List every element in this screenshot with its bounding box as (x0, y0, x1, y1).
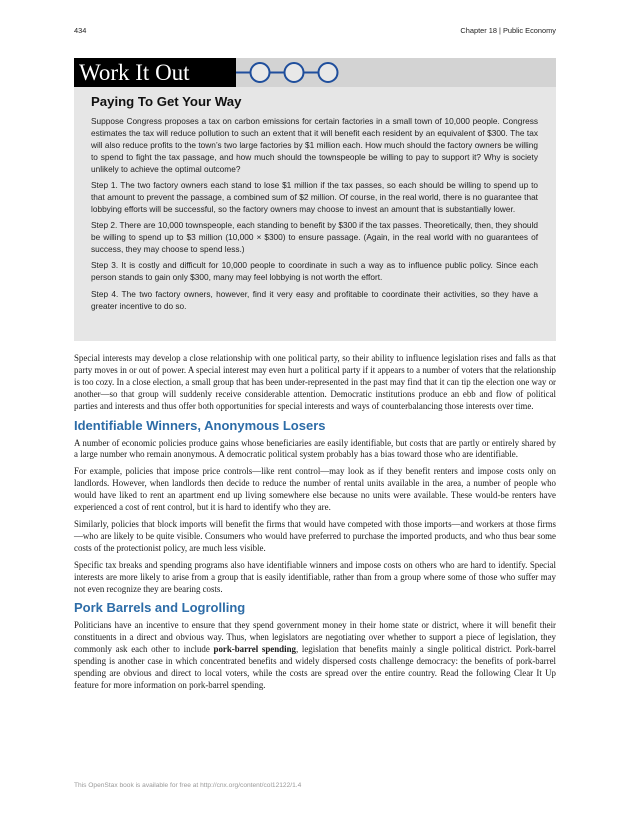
paragraph-price-controls: For example, policies that impose price controls—like rent control—may look as if they benefit renters and impose costs only on landlords. However, when landlords then decide to reduce the number of rental units available in the area, a number of people who would have liked to rent an apartment end up living somewhere else because no units were available. These would-be renters have experienced a cost of rent control, but it is hard to identify who they are. (74, 466, 556, 513)
section-heading-identifiable-winners: Identifiable Winners, Anonymous Losers (74, 417, 326, 433)
page-number: 434 (74, 26, 87, 35)
paragraph-economic-policies: A number of economic policies produce gains whose beneficiaries are easily identifiable, but costs that are partly or entirely shared by a large number who remain anonymous. A democratic political system probably has a bias toward those who are identifiable. (74, 437, 556, 460)
work-it-out-box (74, 58, 556, 341)
chapter-title: Chapter 18 | Public Economy (460, 26, 556, 35)
section-heading-pork-barrels: Pork Barrels and Logrolling (74, 600, 246, 616)
work-it-out-step-4: Step 4. The two factory owners, however, find it very easy and profitable to coordinate their activities, so they have a greater incentive to do so. (91, 288, 538, 311)
work-it-out-step-3: Step 3. It is costly and difficult for 10,000 people to coordinate in such a way as to influence public policy. Since each person stands to gain only $300, many may feel lobbying is not worth the effort. (91, 260, 538, 283)
paragraph-pork-barrel-start: Politicians have an incentive to ensure that they spend government money in their home state or district, where it will benefit their constituents in a direct and obvious way. Thus, when legislators are negotiating over whether to support a piece of legislation, they commonly ask each other to include (74, 620, 556, 655)
paragraph-pork-barrel-end: , legislation that benefits mainly a single political district. Pork-barrel spending is another case in which concentrated benefits and widely dispersed costs challenge democracy: the benefits of pork-barrel spending are obvious and direct to local voters, while the costs are spread over the entire country. Read the following Clear It Up feature for more information on pork-barrel spending. (74, 644, 557, 690)
work-it-out-decoration-icon (236, 58, 416, 87)
key-term-pork-barrel-spending: pork-barrel spending (213, 644, 296, 655)
work-it-out-body (91, 116, 538, 317)
work-it-out-step-2: Step 2. There are 10,000 townspeople, each standing to benefit by $300 if the tax passes. Theoretically, then, they should be willing to spend up to $3 million (10,000 × $300) to ensure passage. (Again, in the real world with no guarantees of success, they may choose to spend less.) (91, 220, 538, 255)
main-content (74, 353, 556, 697)
paragraph-tax-breaks: Specific tax breaks and spending programs also have identifiable winners and impose costs on others who are hard to identify. Special interests are more likely to arise from a group that is easily identifiable, rather than from a group where some of those who suffer may not even recognize they are bearing costs. (74, 559, 556, 594)
work-it-out-step-1: Step 1. The two factory owners each stand to lose $1 million if the tax passes, so each should be willing to spend up to that amount to prevent the passage, a combined sum of $2 million. Of course, in the real world, there is no guarantee that lobbying efforts will be successful, so the factory owners may choose to invest an amount that is substantially lower. (91, 180, 538, 214)
work-it-out-intro: Suppose Congress proposes a tax on carbon emissions for certain factories in a small town of 10,000 people. Congress estimates the tax will reduce pollution to such an extent that it will benefit each resident by an equivalent of $300. The tax will also reduce profits to the town’s two large factories by $1 million each. How much should the factory owners be willing to spend to fight the tax passage, and how much should the townspeople be willing to pay to support it? Why is society unlikely to achieve the optimal outcome? (91, 116, 538, 174)
work-it-out-label: Work It Out (74, 58, 236, 87)
paragraph-pork-barrel (74, 620, 556, 691)
page-header (74, 26, 556, 38)
paragraph-imports: Similarly, policies that block imports will benefit the firms that would have competed with those imports—and workers at those firms—who are likely to be quite visible. Consumers who would have preferred to purchase the imported products, and who thus bear some costs of the protectionist policy, are much less visible. (74, 518, 556, 553)
page-footer: This OpenStax book is available for free at http://cnx.org/content/col12122/1.4 (74, 782, 302, 789)
work-it-out-title: Paying To Get Your Way (91, 94, 242, 109)
paragraph-special-interests: Special interests may develop a close relationship with one political party, so their ability to influence legislation rises and falls as that party moves in or out of power. A special interest may even hurt a political party if it appears to a number of voters that the relationship is too cozy. In a close election, a small group that has been under-represented in the past may find that it can tip the election one way or another—so that group will suddenly receive considerable attention. Democratic institutions produce an ebb and flow of political parties and interests and thus offer both opportunities for special interests and ways of counterbalancing those interests over time. (74, 353, 556, 411)
